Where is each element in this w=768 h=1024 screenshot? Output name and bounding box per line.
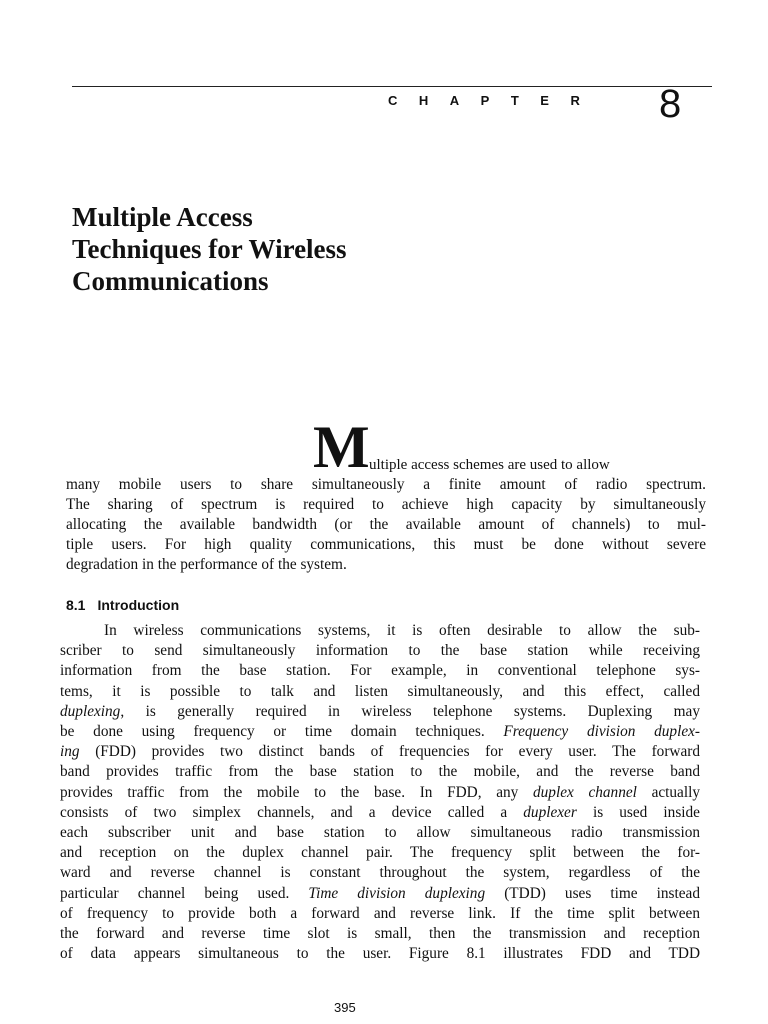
text-run: actually <box>636 783 700 801</box>
intro-paragraph <box>66 475 706 575</box>
text-line: of data appears simultaneous to the user. Figure 8.1 illustrates FDD and TDD <box>60 945 700 963</box>
text-line: of frequency to provide both a forward and reverse link. If the time split between <box>60 904 700 922</box>
text-line: In wireless communications systems, it is often desirable to allow the sub- <box>104 622 700 639</box>
title-line: Communications <box>72 266 269 296</box>
section-title: Introduction <box>97 597 180 613</box>
chapter-label: CHAPTER <box>388 93 602 108</box>
intro-first-line: ultiple access schemes are used to allow <box>369 457 610 473</box>
title-line: Techniques for Wireless <box>72 234 347 264</box>
text-line: allocating the available bandwidth (or the available amount of channels) to mul- <box>66 516 706 533</box>
text-run: , is generally required in wireless telephone systems. Duplexing may <box>120 702 700 720</box>
text-run: (TDD) uses time instead <box>485 884 700 902</box>
section-heading <box>66 597 179 613</box>
text-line <box>60 884 700 904</box>
chapter-title <box>72 201 347 297</box>
text-line <box>60 803 700 823</box>
text-run: (FDD) provides two distinct bands of frequencies for every user. The forward <box>79 743 700 761</box>
text-run: consists of two simplex channels, and a device called a <box>60 803 524 821</box>
text-line: tems, it is possible to talk and listen simultaneously, and this effect, called <box>60 682 700 700</box>
text-line: scriber to send simultaneously information to the base station while receiving <box>60 642 700 660</box>
text-line: The sharing of spectrum is required to achieve high capacity by simultaneously <box>66 496 706 513</box>
text-line: and reception on the duplex channel pair. The frequency split between the for- <box>60 844 700 862</box>
text-run: provides traffic from the mobile to the base. In FDD, any <box>60 783 533 801</box>
text-line <box>60 783 700 803</box>
text-line: the forward and reverse time slot is small, then the transmission and reception <box>60 925 700 943</box>
term-tdd: Time division duplexing <box>308 884 486 902</box>
text-line: information from the base station. For example, in conventional telephone sys- <box>60 662 700 680</box>
text-run: is used inside <box>576 803 700 821</box>
term-duplexing: duplexing <box>60 702 121 720</box>
text-line: band provides traffic from the base station to the mobile, and the reverse band <box>60 763 700 781</box>
section-number: 8.1 <box>66 597 86 613</box>
body-paragraph <box>60 621 700 964</box>
text-run: particular channel being used. <box>60 884 309 902</box>
header-rule <box>72 86 712 87</box>
text-line: degradation in the performance of the system. <box>66 556 347 573</box>
term-fdd-cont: ing <box>60 743 80 761</box>
drop-cap: M <box>313 414 370 480</box>
text-line: ward and reverse channel is constant throughout the system, regardless of the <box>60 864 700 882</box>
chapter-number: 8 <box>659 82 682 126</box>
text-run: be done using frequency or time domain techniques. <box>60 723 504 741</box>
term-duplex-channel: duplex channel <box>533 783 637 801</box>
term-fdd: Frequency division duplex- <box>503 723 700 741</box>
page-number: 395 <box>334 1000 356 1015</box>
text-line <box>60 722 700 742</box>
text-line <box>60 702 700 722</box>
text-line: tiple users. For high quality communications, this must be done without severe <box>66 536 706 553</box>
text-line <box>60 742 700 762</box>
term-duplexer: duplexer <box>523 803 577 821</box>
text-line: many mobile users to share simultaneously a finite amount of radio spectrum. <box>66 476 706 493</box>
title-line: Multiple Access <box>72 202 253 232</box>
text-line: each subscriber unit and base station to allow simultaneous radio transmission <box>60 824 700 842</box>
